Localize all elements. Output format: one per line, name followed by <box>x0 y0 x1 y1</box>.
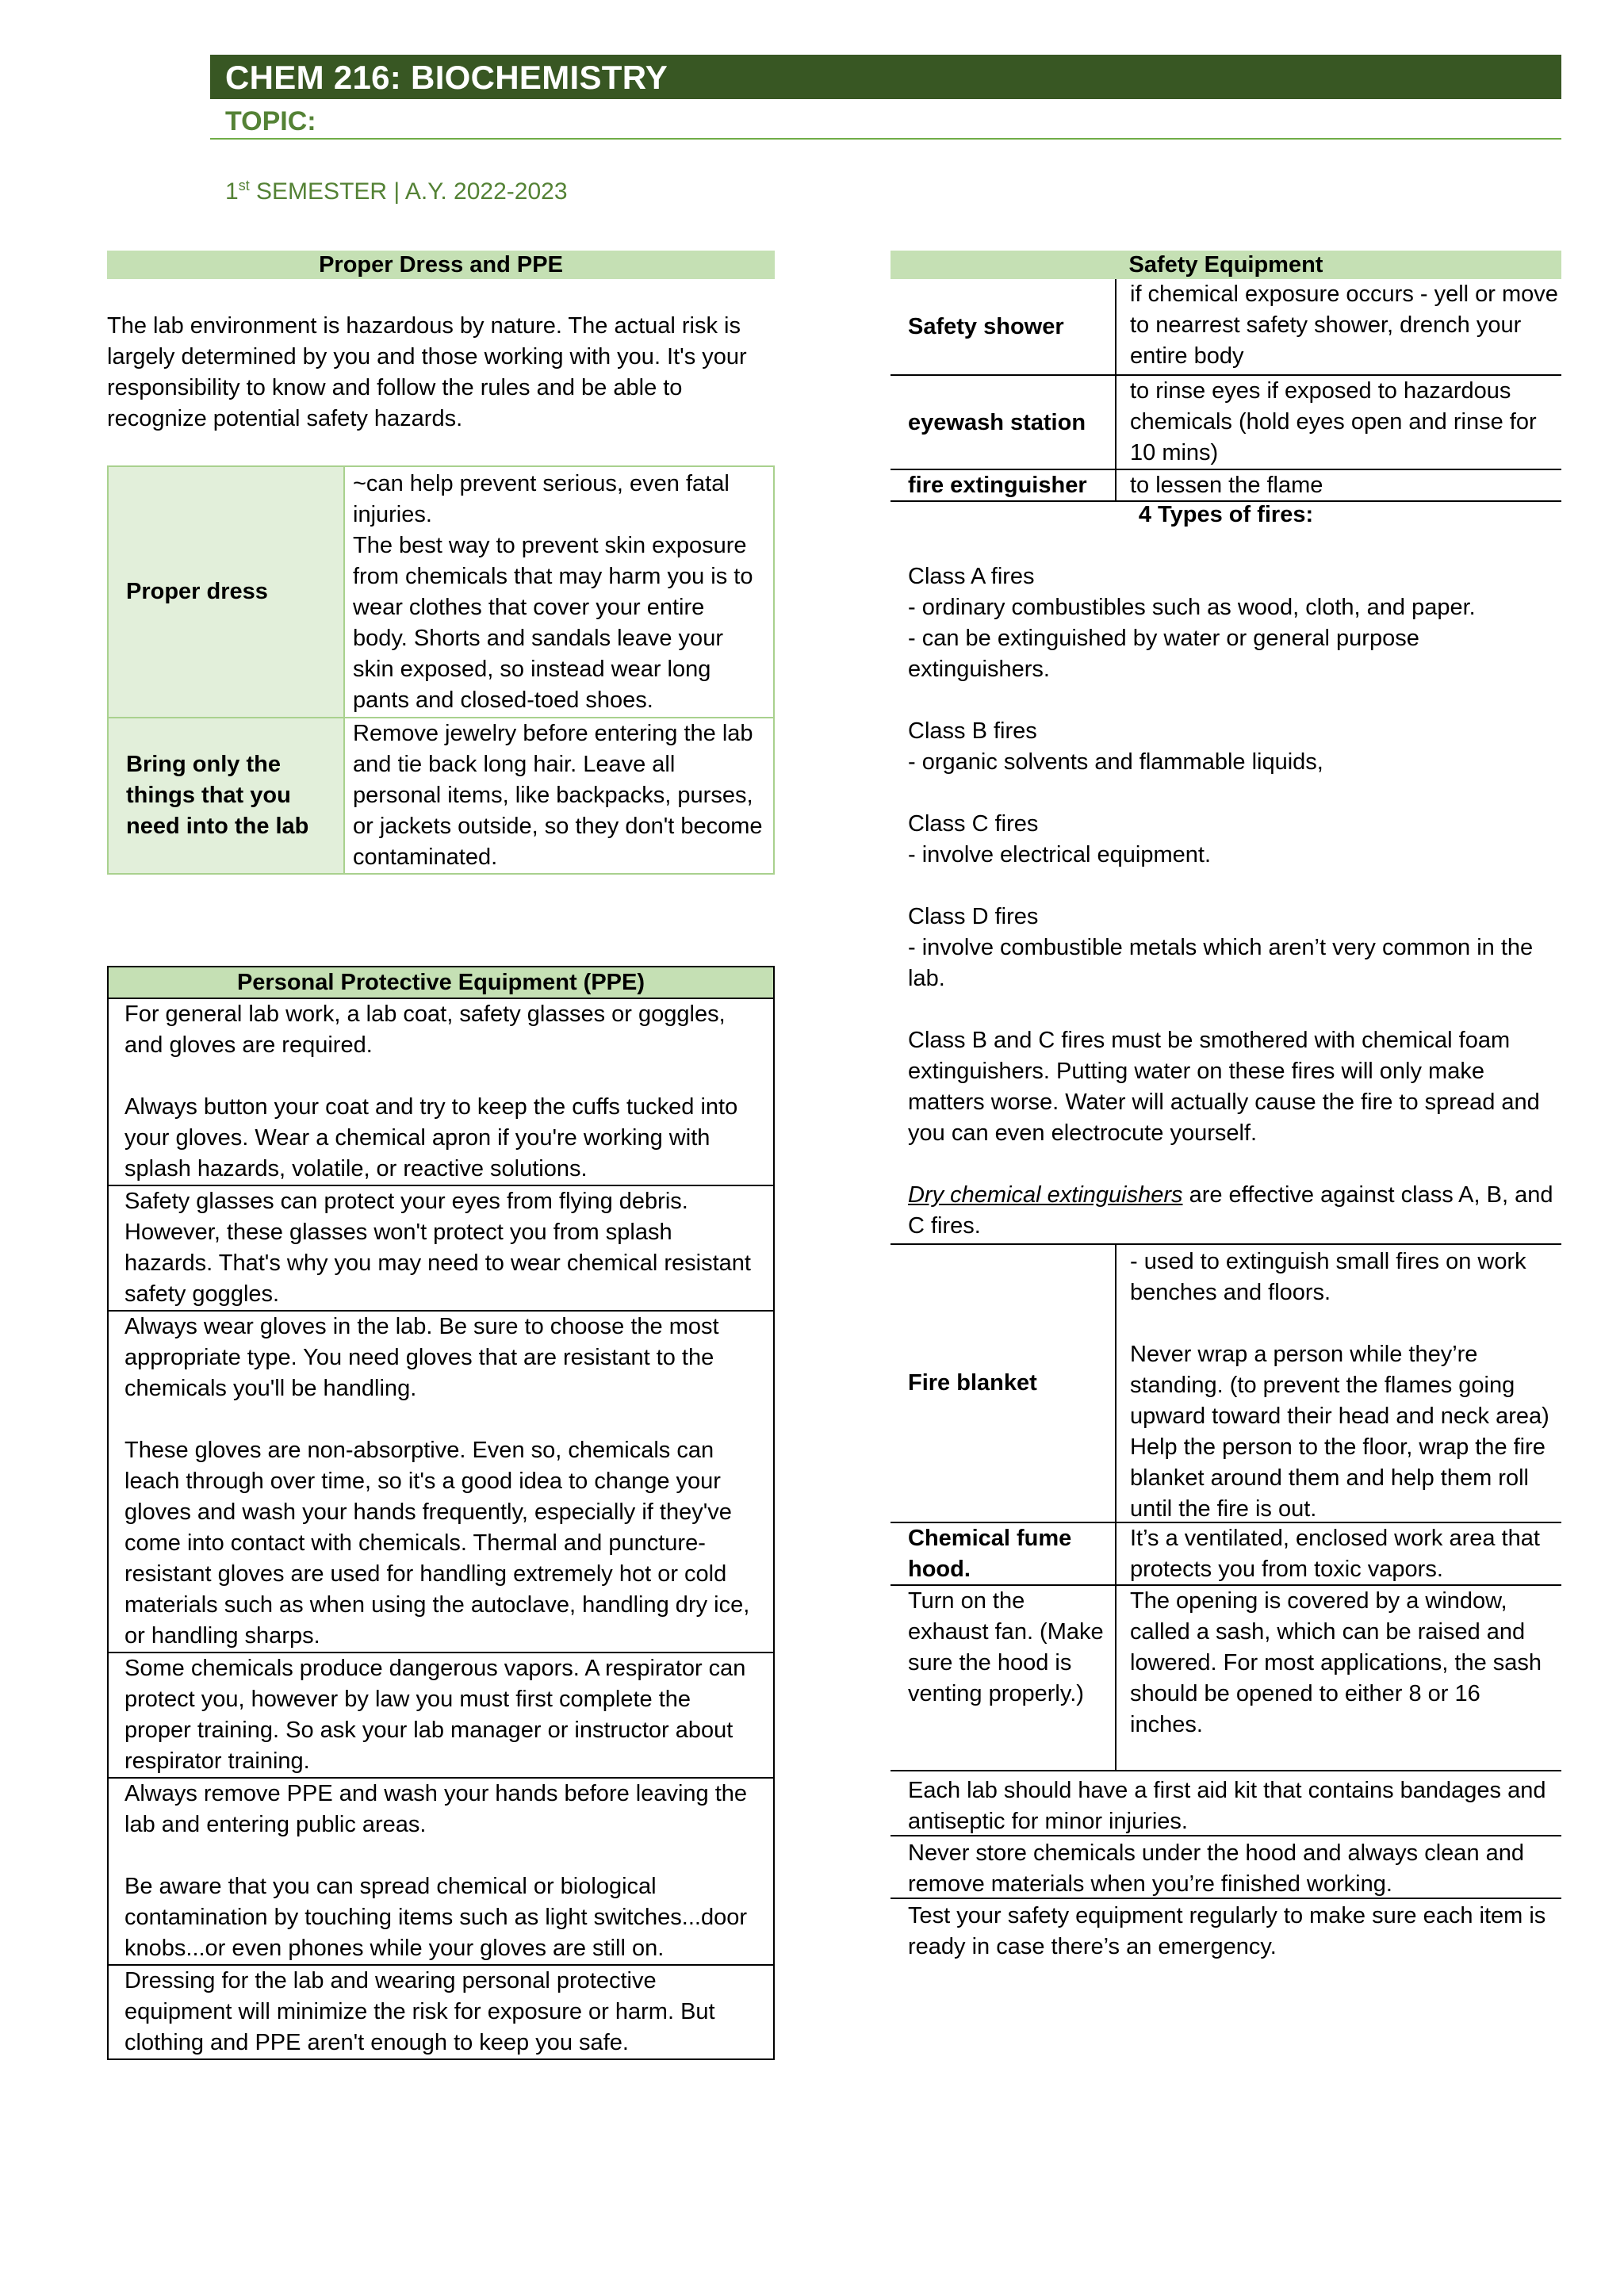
table-row <box>108 1653 774 1778</box>
class-d-desc: - involve combustible metals which aren’t very common in the lab. <box>908 935 1534 991</box>
class-a-title: Class A fires <box>908 564 1035 589</box>
safety-equipment-heading: Safety Equipment <box>891 251 1561 279</box>
ppe-text: Be aware that you can spread chemical or biological contamination by touching items such as light switches...door knobs...or even phones while your gloves are still on. <box>124 1874 748 1961</box>
table-row <box>108 998 774 1185</box>
semester-line: 1st SEMESTER | A.Y. 2022-2023 <box>225 178 568 205</box>
safety-shower-row <box>891 279 1561 374</box>
table-row <box>108 1185 774 1311</box>
class-a-desc: - ordinary combustibles such as wood, cloth, and paper. <box>908 595 1476 620</box>
fire-types-title: 4 Types of fires: <box>1138 502 1314 527</box>
row-text: to lessen the flame <box>1130 473 1323 498</box>
fire-types-list <box>908 561 1558 1242</box>
fire-blanket-row <box>891 1245 1561 1522</box>
first-aid-note: Each lab should have a first aid kit that contains bandages and antiseptic for minor injuries. <box>908 1778 1546 1834</box>
row-label: Chemical fume hood. <box>908 1526 1072 1582</box>
row-text: The opening is covered by a window, called a sash, which can be raised and lowered. For most applications, the sash should be opened to either 8 or 16 inches. <box>1130 1588 1542 1737</box>
class-c-title: Class C fires <box>908 811 1039 837</box>
course-title: CHEM 216: BIOCHEMISTRY <box>225 59 668 96</box>
row-label: Fire blanket <box>908 1370 1037 1396</box>
fume-hood-row <box>891 1523 1561 1584</box>
dry-chemical-note: Dry chemical extinguishers are effective against class A, B, and C fires. <box>908 1182 1553 1239</box>
proper-dress-heading: Proper Dress and PPE <box>107 251 775 279</box>
ppe-text: Always remove PPE and wash your hands before leaving the lab and entering public areas. <box>124 1781 748 1837</box>
hood-storage-note: Never store chemicals under the hood and always clean and remove materials when you’re finished working. <box>908 1840 1525 1897</box>
row-text: It’s a ventilated, enclosed work area that protects you from toxic vapors. <box>1130 1526 1540 1582</box>
class-c-desc: - involve electrical equipment. <box>908 842 1212 867</box>
row-label: Proper dress <box>108 466 344 718</box>
row-label: Bring only the things that you need into the lab <box>108 718 344 874</box>
ppe-text: Safety glasses can protect your eyes from flying debris. However, these glasses won't protect you from splash hazards. That's why you may need to wear chemical resistant safety goggles. <box>124 1189 751 1307</box>
table-row <box>108 718 774 874</box>
intro-paragraph: The lab environment is hazardous by nature. The actual risk is largely determined by you and those working with you. It's your responsibility to know and follow the rules and be able to recognize potential safety hazards. <box>107 313 747 431</box>
column-divider <box>1115 279 1116 500</box>
ppe-text: Always wear gloves in the lab. Be sure to choose the most appropriate type. You need gloves that are resistant to the chemicals you'll be handling. <box>124 1314 719 1401</box>
class-b-desc: - organic solvents and flammable liquids, <box>908 749 1323 775</box>
exhaust-fan-row <box>891 1586 1561 1770</box>
row-text: ~can help prevent serious, even fatal injuries. The best way to prevent skin exposure from chemicals that may harm you is to wear clothes that cover your entire body. Shorts and sandals leave your skin exposed, so instead wear long pants and closed-toed shoes. <box>344 466 774 718</box>
table-row <box>108 1965 774 2059</box>
topic-label: TOPIC: <box>225 106 316 136</box>
row-label: Safety shower <box>908 314 1064 339</box>
ppe-text: Some chemicals produce dangerous vapors. A respirator can protect you, however by law you must first complete the proper training. So ask your lab manager or instructor about respirator training. <box>124 1656 746 1774</box>
row-text: Remove jewelry before entering the lab and tie back long hair. Leave all personal items, like backpacks, purses, or jackets outside, so they don't become contaminated. <box>344 718 774 874</box>
row-text: if chemical exposure occurs - yell or move to nearrest safety shower, drench your entire body <box>1130 281 1558 369</box>
row-label: Turn on the exhaust fan. (Make sure the hood is venting properly.) <box>908 1588 1104 1706</box>
row-text: to rinse eyes if exposed to hazardous chemicals (hold eyes open and rinse for 10 mins) <box>1130 378 1537 465</box>
ppe-heading: Personal Protective Equipment (PPE) <box>108 967 774 998</box>
ppe-text: These gloves are non-absorptive. Even so, chemicals can leach through over time, so it's a good idea to change your gloves and wash your hands frequently, especially if they've come into contact with chemicals. Thermal and puncture-resistant gloves are used for handling extremely hot or cold materials such as when using the autoclave, handling dry ice, or handling sharps. <box>124 1438 750 1649</box>
dry-chemical-term: Dry chemical extinguishers <box>908 1182 1183 1208</box>
class-b-title: Class B fires <box>908 718 1037 744</box>
ppe-text: Dressing for the lab and wearing personal protective equipment will minimize the risk for exposure or harm. But clothing and PPE aren't enough to keep you safe. <box>124 1968 715 2055</box>
row-label: fire extinguisher <box>908 473 1087 498</box>
table-row <box>108 1311 774 1653</box>
class-d-title: Class D fires <box>908 904 1039 929</box>
ppe-text: Always button your coat and try to keep the cuffs tucked into your gloves. Wear a chemical apron if you're working with splash hazards, volatile, or reactive solutions. <box>124 1094 738 1181</box>
fire-extinguisher-row <box>891 470 1561 500</box>
column-divider <box>1115 1243 1116 1770</box>
class-a-desc: - can be extinguished by water or general purpose extinguishers. <box>908 626 1419 682</box>
class-bc-note: Class B and C fires must be smothered with chemical foam extinguishers. Putting water on these fires will only make matters worse. Water will actually cause the fire to spread and you can even electrocute yourself. <box>908 1028 1540 1146</box>
test-equipment-note: Test your safety equipment regularly to make sure each item is ready in case there’s an emergency. <box>908 1903 1546 1959</box>
proper-dress-table <box>107 465 775 875</box>
table-row <box>108 1778 774 1965</box>
row-text: - used to extinguish small fires on work benches and floors. Never wrap a person while they’re standing. (to prevent the flames going upward toward their head and neck area) Help the person to the floor, wrap the fire blanket around them and help them roll until the fire is out. <box>1130 1249 1549 1522</box>
row-divider <box>891 1835 1561 1836</box>
table-row <box>108 466 774 718</box>
row-label: eyewash station <box>908 410 1086 435</box>
ppe-table <box>107 966 775 2060</box>
ppe-text: For general lab work, a lab coat, safety glasses or goggles, and gloves are required. <box>124 1001 726 1058</box>
header-divider <box>210 138 1561 140</box>
row-divider <box>891 1770 1561 1771</box>
row-divider <box>891 1898 1561 1899</box>
eyewash-row <box>891 376 1561 469</box>
